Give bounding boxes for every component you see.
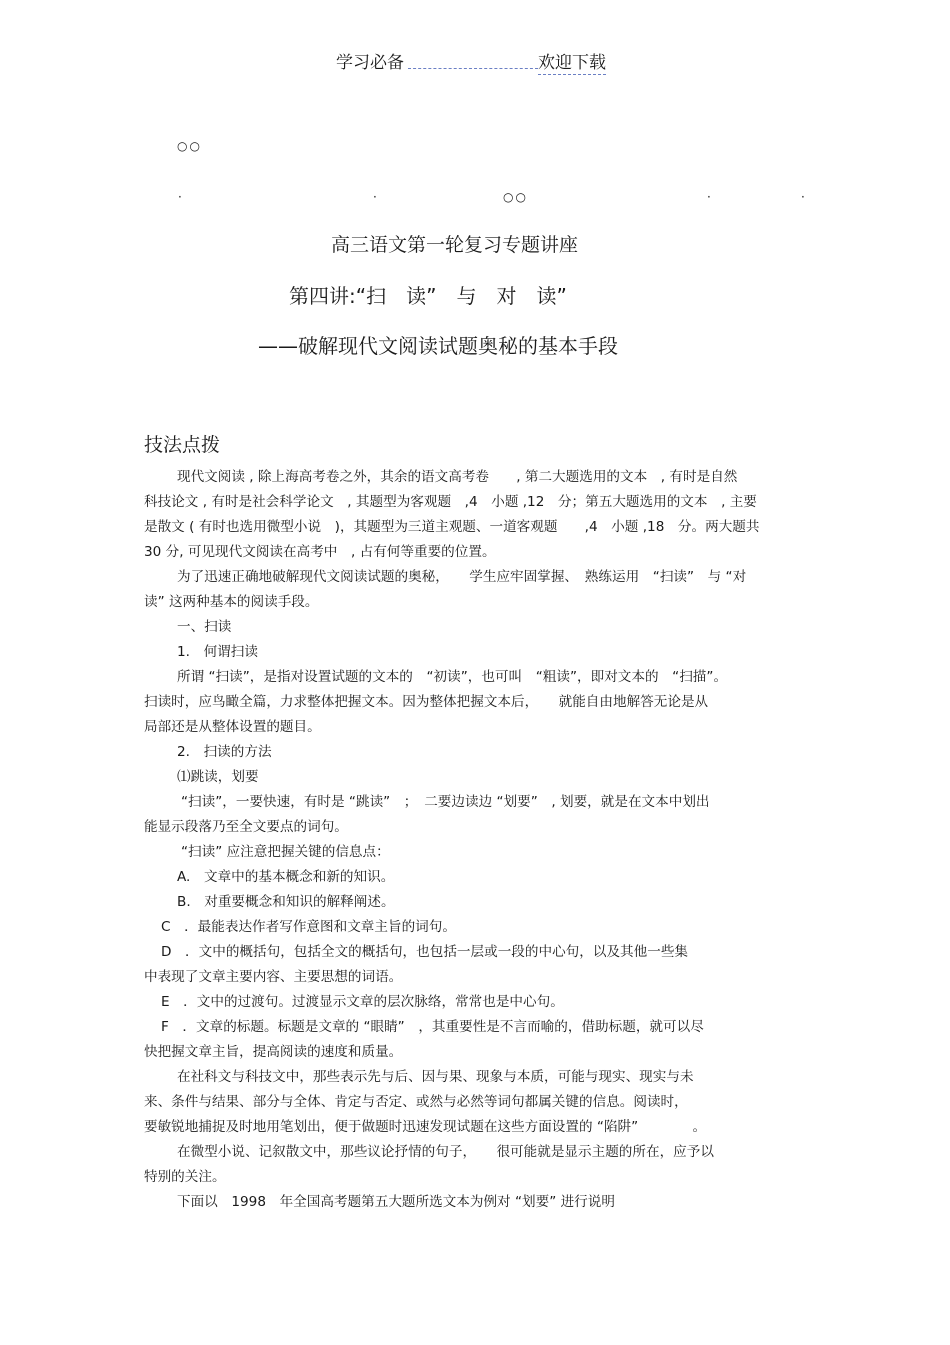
- text-line: 所谓 “扫读”，是指对设置试题的文本的 “初读”，也可叫 “粗读”，即对文本的 “扫描”。: [177, 669, 728, 685]
- text-line: 中表现了文章主要内容、主要思想的词语。: [144, 969, 403, 985]
- text-line: D ．文中的概括句，包括全文的概括句，也包括一层或一段的中心句，以及其他一些集: [161, 944, 689, 960]
- text-line: 一、扫读: [177, 619, 232, 635]
- text-line: 下面以 1998 年全国高考题第五大题所选文本为例对 “划要” 进行说明: [177, 1194, 615, 1210]
- text-line: 为了迅速正确地破解现代文阅读试题的奥秘， 学生应牢固掌握、 熟练运用 “扫读” 与 “对: [177, 569, 747, 585]
- text-line: F ．文章的标题。标题是文章的 “眼睛” ，其重要性是不言而喻的，借助标题，就可以尽: [161, 1019, 704, 1035]
- text-line: 快把握文章主旨，提高阅读的速度和质量。: [144, 1044, 403, 1060]
- header-left: 学习必备: [336, 53, 404, 73]
- text-line: 是散文 ( 有时也选用微型小说 )，其题型为三道主观题、一道客观题 ,4 小题 ,18 分。两大题共: [144, 519, 760, 535]
- text-line: 科技论文 , 有时是社会科学论文 , 其题型为客观题 ,4 小题 ,12 分；第五大题选用的文本 , 主要: [144, 494, 757, 510]
- text-line: 在社科文与科技文中，那些表示先与后、因与果、现象与本质，可能与现实、现实与未: [177, 1069, 694, 1085]
- text-line: 读” 这两种基本的阅读手段。: [144, 594, 319, 610]
- text-line: ⑴跳读，划要: [177, 769, 259, 785]
- text-line: 现代文阅读 , 除上海高考卷之外，其余的语文高考卷 , 第二大题选用的文本 , 有时是自然: [177, 469, 738, 485]
- text-line: A. 文章中的基本概念和新的知识。: [177, 869, 395, 885]
- text-line: 局部还是从整体设置的题目。: [144, 719, 321, 735]
- text-line: 能显示段落乃至全文要点的词句。: [144, 819, 348, 835]
- text-line: 在微型小说、记叙散文中，那些议论抒情的句子， 很可能就是显示主题的所在，应予以: [177, 1144, 714, 1160]
- dots-row1: ○○: [177, 139, 202, 153]
- text-line: E ．文中的过渡句。过渡显示文章的层次脉络，常常也是中心句。: [161, 994, 564, 1010]
- dot-a: ·: [178, 190, 184, 204]
- text-line: C ．最能表达作者写作意图和文章主旨的词句。: [161, 919, 456, 935]
- dot-d: ·: [707, 190, 713, 204]
- text-line: 扫读时，应鸟瞰全篇，力求整体把握文本。因为整体把握文本后， 就能自由地解答无论是从: [144, 694, 709, 710]
- text-line: 特别的关注。: [144, 1169, 226, 1185]
- subtitle: ——破解现代文阅读试题奥秘的基本手段: [258, 334, 618, 358]
- dot-b: ·: [373, 190, 379, 204]
- lecture-title: 第四讲:“扫 读” 与 对 读”: [289, 284, 567, 308]
- text-line: “扫读”，一要快速，有时是 “跳读” ； 二要边读边 “划要” , 划要，就是在文本中划出: [181, 794, 710, 810]
- series-title: 高三语文第一轮复习专题讲座: [331, 234, 579, 256]
- section-heading: 技法点拨: [144, 434, 221, 456]
- text-line: “扫读” 应注意把握关键的信息点：: [181, 844, 390, 860]
- text-line: 1. 何谓扫读: [177, 644, 258, 660]
- text-line: B. 对重要概念和知识的解释阐述。: [177, 894, 395, 910]
- header-underline: [408, 68, 538, 69]
- text-line: 要敏锐地捕捉及时地用笔划出，便于做题时迅速发现试题在这些方面设置的 “陷阱” 。: [144, 1119, 707, 1135]
- text-line: 2. 扫读的方法: [177, 744, 272, 760]
- text-line: 来、条件与结果、部分与全体、肯定与否定、或然与必然等词句都属关键的信息。阅读时，: [144, 1094, 688, 1110]
- header-right: 欢迎下载: [538, 48, 606, 75]
- text-line: 30 分, 可见现代文阅读在高考中 , 占有何等重要的位置。: [144, 544, 496, 560]
- dot-e: ·: [801, 190, 807, 204]
- dot-c: ○○: [503, 190, 528, 204]
